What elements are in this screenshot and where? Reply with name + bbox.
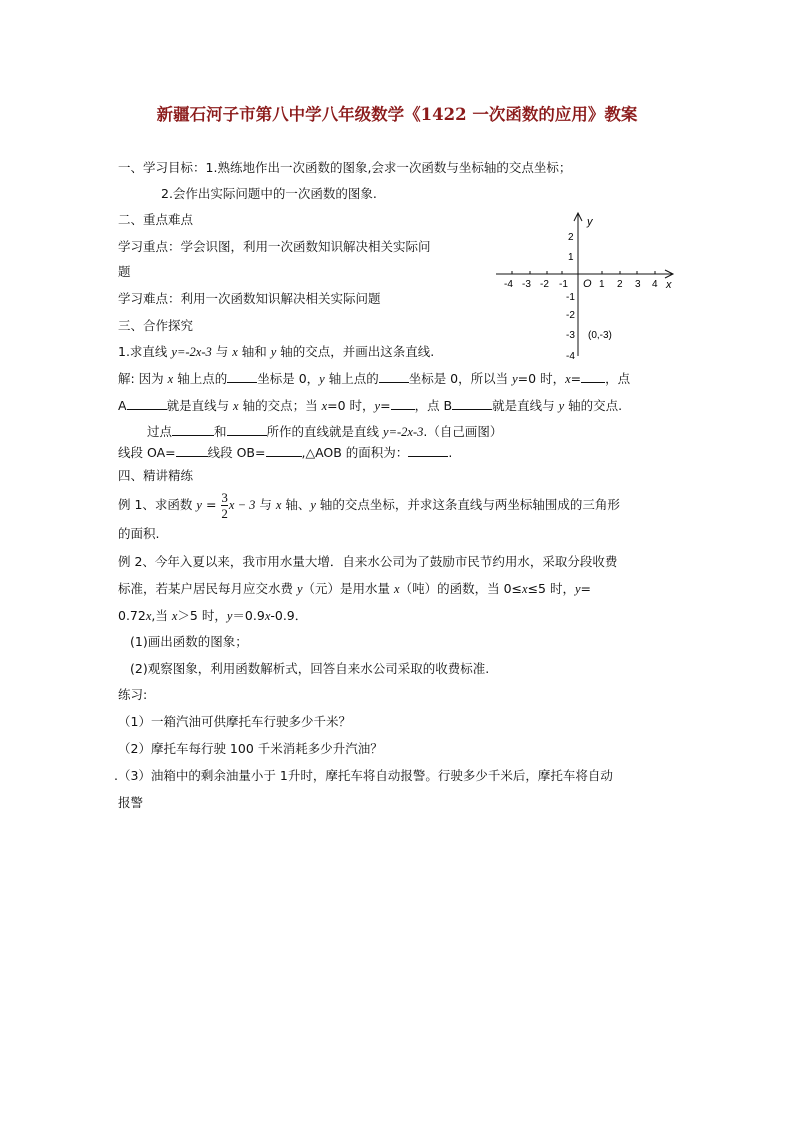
var-y: y [296, 582, 303, 596]
var-x: x [522, 582, 528, 596]
y-axis-label: y [587, 216, 593, 228]
text: 过点 [147, 424, 173, 439]
text: .（自己画图） [423, 424, 503, 439]
var-x: x [275, 498, 282, 512]
difficulty: 学习难点：利用一次函数知识解决相关实际问题 [118, 291, 381, 306]
text: 例 1、求函数 [118, 497, 197, 512]
x-tick-label: 3 [635, 279, 641, 290]
var-x: x [264, 609, 271, 623]
x-tick-label: 2 [617, 279, 623, 290]
text: ，点 [605, 371, 631, 386]
key-point-b: 题 [118, 264, 131, 279]
text: 解: 因为 [118, 371, 168, 386]
x-tick-label: -3 [522, 279, 531, 290]
practice-question-3-cont: 报警 [118, 795, 144, 810]
blank [266, 444, 302, 457]
text: 轴上点的 [324, 371, 379, 386]
var-y: y [270, 345, 277, 359]
text: 与 [211, 344, 233, 359]
fraction [221, 490, 228, 521]
example-2-line-1: 例 2、今年入夏以来，我市用水量大增．自来水公司为了鼓励市民节约用水，采取分段收费 [118, 554, 618, 569]
text: A [118, 398, 127, 413]
solution-line-1 [118, 370, 630, 388]
x-axis-label: x [666, 279, 672, 291]
equation: x − 3 [228, 498, 256, 512]
var-y: y [574, 582, 581, 596]
blank [581, 370, 605, 383]
equation: y=-2x-3 [383, 425, 424, 439]
text: =0 时， [327, 398, 375, 413]
blank [127, 397, 167, 410]
text: 线段 OB= [207, 445, 266, 460]
text: 轴的交点. [564, 398, 623, 413]
var-y: y [319, 372, 325, 386]
text: ＞5 时， [177, 608, 227, 623]
equation: y=-2x-3 [171, 345, 212, 359]
text: ≤5 时， [527, 581, 575, 596]
page-title: 新疆石河子市第八中学八年级数学《1422 一次函数的应用》教案 [156, 105, 638, 124]
y-tick-label: -1 [566, 292, 575, 303]
section-1-heading: 一、学习目标： [118, 160, 206, 175]
text: . [448, 445, 453, 460]
y-tick-label: -3 [566, 330, 575, 341]
var-x: x [321, 399, 328, 413]
var-y: y [196, 498, 202, 512]
blank [391, 397, 415, 410]
origin-label: O [583, 278, 592, 290]
text: 轴上点的 [173, 371, 228, 386]
section-4-heading: 四、精讲精练 [118, 468, 194, 483]
text: 1.求直线 [118, 344, 172, 359]
example-2-part-1: (1)画出函数的图象； [130, 634, 248, 649]
text: 轴和 [237, 344, 271, 359]
text: 轴的交点；当 [238, 398, 322, 413]
text: 和 [214, 424, 227, 439]
goal-1: 1.熟练地作出一次函数的图象,会求一次函数与坐标轴的交点坐标； [205, 160, 572, 175]
var-x: x [233, 399, 239, 413]
denominator: 2 [221, 506, 228, 521]
text: ＝0.9 [232, 608, 265, 623]
var-y: y [226, 609, 233, 623]
point-label: (0,-3) [588, 330, 612, 341]
key-point-a: 学习重点：学会识图，利用一次函数知识解决相关实际问 [118, 239, 431, 254]
text: （元）是用水量 [302, 581, 395, 596]
solution-line-4 [118, 444, 452, 462]
text: 就是直线与 [166, 398, 234, 413]
example-1-line-1 [118, 487, 620, 523]
coordinate-graph [492, 210, 682, 365]
text: 轴、 [281, 497, 311, 512]
text: = [380, 398, 391, 413]
var-x: x [171, 609, 178, 623]
section-1-line [118, 159, 571, 177]
var-x: x [232, 345, 238, 359]
section-2-heading: 二、重点难点 [118, 212, 194, 227]
solution-line-3 [147, 423, 502, 441]
practice-question-2: （2）摩托车每行驶 100 千米消耗多少升汽油？ [118, 741, 383, 756]
y-tick-label: -4 [566, 351, 575, 362]
blank [172, 423, 214, 436]
text: 线段 OA= [118, 445, 176, 460]
text: 标准，若某户居民每月应交水费 [118, 581, 297, 596]
text: （吨）的函数，当 0≤ [399, 581, 522, 596]
text: = [201, 497, 221, 512]
example-2-line-3 [118, 607, 307, 625]
var-x: x [145, 609, 152, 623]
blank [227, 370, 257, 383]
x-tick-label: 4 [652, 279, 658, 290]
text: 就是直线与 [492, 398, 559, 413]
blank [379, 370, 409, 383]
var-y: y [310, 498, 316, 512]
text: 坐标是 0， [257, 371, 320, 386]
solution-line-2 [118, 397, 622, 415]
blank [452, 397, 492, 410]
text: ,当 [151, 608, 172, 623]
text: 所作的直线就是直线 [266, 424, 384, 439]
y-tick-label: -2 [566, 310, 575, 321]
question-1 [118, 343, 434, 361]
practice-heading: 练习: [118, 687, 148, 702]
example-2-line-2 [118, 580, 591, 598]
section-3-heading: 三、合作探究 [118, 318, 194, 333]
text: 轴的交点坐标，并求这条直线与两坐标轴围成的三角形 [315, 497, 620, 512]
x-tick-label: -4 [504, 279, 513, 290]
numerator: 3 [221, 490, 228, 505]
var-x: x [565, 372, 571, 386]
example-2-part-2: (2)观察图象，利用函数解析式，回答自来水公司采取的收费标准. [130, 661, 490, 676]
blank [408, 444, 448, 457]
x-tick-label: -2 [540, 279, 549, 290]
x-tick-label: -1 [559, 279, 568, 290]
text: 坐标是 0，所以当 [408, 371, 513, 386]
text: =0 时， [517, 371, 566, 386]
var-y: y [558, 399, 565, 413]
var-y: y [512, 372, 518, 386]
var-y: y [374, 399, 381, 413]
y-tick-label: 2 [568, 232, 574, 243]
var-x: x [394, 582, 400, 596]
text: 轴的交点，并画出这条直线. [276, 344, 435, 359]
y-tick-label: 1 [568, 252, 574, 263]
practice-question-1: （1）一箱汽油可供摩托车行驶多少千米？ [118, 714, 351, 729]
text: ，点 B [414, 398, 453, 413]
x-tick-label: 1 [599, 279, 605, 290]
goal-2: 2.会作出实际问题中的一次函数的图象. [161, 186, 377, 201]
text: = [580, 581, 592, 596]
blank [227, 423, 267, 436]
text: = [570, 371, 582, 386]
blank [176, 444, 208, 457]
var-x: x [167, 372, 174, 386]
text: ,△AOB 的面积为： [301, 445, 409, 460]
example-1-line-2: 的面积. [118, 526, 160, 541]
text: 与 [255, 497, 276, 512]
practice-question-3: .（3）油箱中的剩余油量小于 1升时，摩托车将自动报警。行驶多少千米后，摩托车将自动 [114, 768, 613, 783]
text: 0.72 [118, 608, 146, 623]
text: -0.9． [270, 608, 308, 623]
